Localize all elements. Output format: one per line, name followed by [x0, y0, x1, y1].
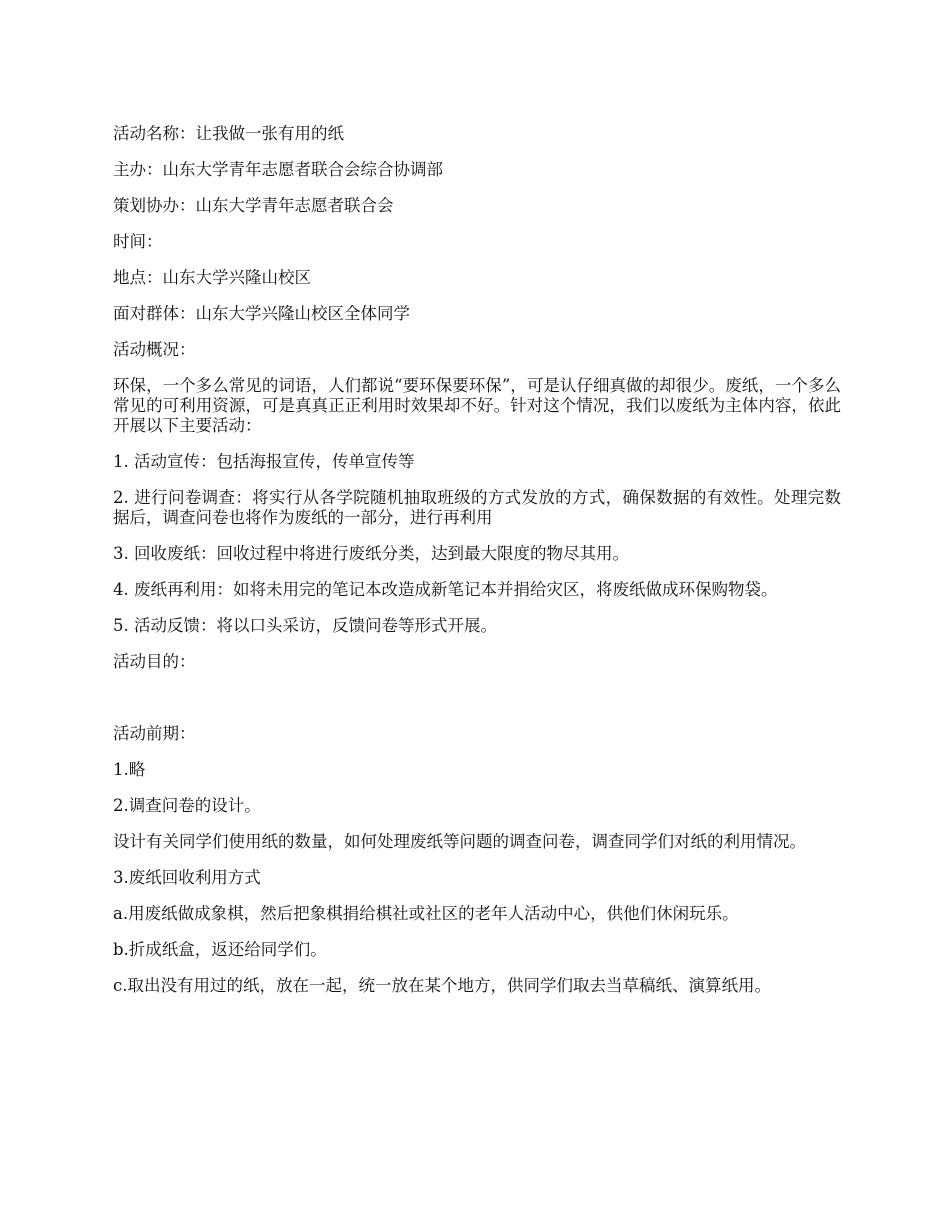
preparation-item-3: 3.废纸回收利用方式 [113, 868, 261, 887]
preparation-item-2: 2.调查问卷的设计。 [113, 796, 261, 815]
activity-item-1: 1. 活动宣传：包括海报宣传，传单宣传等 [113, 452, 415, 471]
recycle-method-a: a.用废纸做成象棋，然后把象棋捐给棋社或社区的老年人活动中心，供他们休闲玩乐。 [113, 904, 739, 923]
organizer: 主办：山东大学青年志愿者联合会综合协调部 [113, 160, 443, 179]
purpose-heading: 活动目的： [113, 652, 196, 671]
activity-item-2: 2. 进行问卷调查：将实行从各学院随机抽取班级的方式发放的方式，确保数据的有效性。处理完数据后，调查问卷也将作为废纸的一部分，进行再利用 [113, 488, 841, 527]
activity-name: 活动名称：让我做一张有用的纸 [113, 124, 344, 143]
blank-space [113, 688, 841, 724]
activity-item-5: 5. 活动反馈：将以口头采访，反馈问卷等形式开展。 [113, 616, 497, 635]
document-body [113, 124, 841, 1012]
activity-item-3: 3. 回收废纸：回收过程中将进行废纸分类，达到最大限度的物尽其用。 [113, 544, 629, 563]
overview-text: 环保，一个多么常见的词语，人们都说“要环保要环保”，可是认仔细真做的却很少。废纸，一个多么常见的可利用资源，可是真真正正利用时效果却不好。针对这个情况，我们以废纸为主体内容，依此开展以下主要活动： [113, 376, 841, 435]
questionnaire-description: 设计有关同学们使用纸的数量，如何处理废纸等问题的调查问卷，调查同学们对纸的利用情况。 [113, 832, 806, 851]
location: 地点：山东大学兴隆山校区 [113, 268, 311, 287]
recycle-method-b: b.折成纸盒，返还给同学们。 [113, 940, 327, 959]
co-organizer: 策划协办：山东大学青年志愿者联合会 [113, 196, 394, 215]
recycle-method-c: c.取出没有用过的纸，放在一起，统一放在某个地方，供同学们取去当草稿纸、演算纸用。 [113, 976, 771, 995]
overview-heading: 活动概况： [113, 340, 196, 359]
preparation-item-1: 1.略 [113, 760, 146, 779]
target-audience: 面对群体：山东大学兴隆山校区全体同学 [113, 304, 410, 323]
time-label: 时间： [113, 232, 163, 251]
activity-item-4: 4. 废纸再利用：如将未用完的笔记本改造成新笔记本并捐给灾区，将废纸做成环保购物袋。 [113, 580, 778, 599]
preparation-heading: 活动前期： [113, 724, 196, 743]
